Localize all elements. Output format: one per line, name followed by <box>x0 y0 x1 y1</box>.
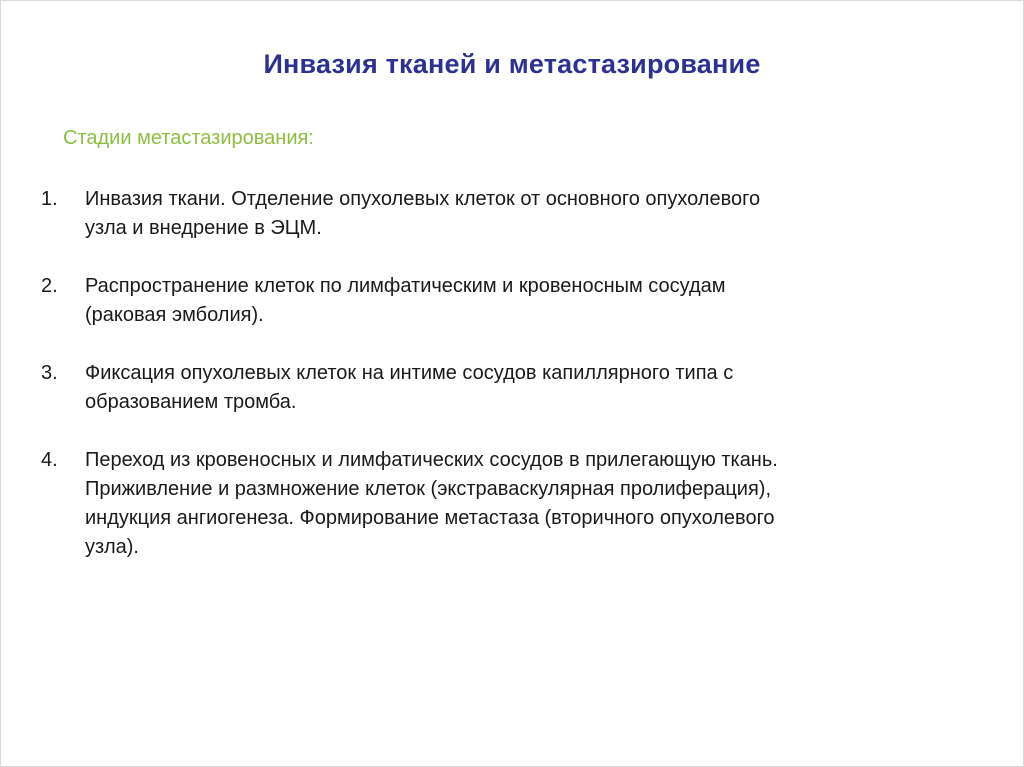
stage-text <box>85 359 981 417</box>
stage-number: 4. <box>41 449 58 471</box>
stages-list <box>41 185 981 591</box>
stage-text-line: Инвазия ткани. Отделение опухолевых клеток от основного опухолевого <box>85 188 761 210</box>
stage-text-line: Распространение клеток по лимфатическим и кровеносным сосудам <box>85 275 726 297</box>
stage-item-2 <box>41 272 981 330</box>
stage-text-line: индукция ангиогенеза. Формирование метастаза (вторичного опухолевого <box>85 507 775 529</box>
stage-text-line: узла). <box>85 536 139 558</box>
stage-text <box>85 185 981 243</box>
stage-number: 2. <box>41 275 58 297</box>
stage-text-line: Переход из кровеносных и лимфатических сосудов в прилегающую ткань. <box>85 449 778 471</box>
stage-item-4 <box>41 446 981 562</box>
stage-number: 1. <box>41 188 58 210</box>
stage-item-3 <box>41 359 981 417</box>
stage-item-1 <box>41 185 981 243</box>
stage-text <box>85 272 981 330</box>
stage-number: 3. <box>41 362 58 384</box>
stage-text-line: Приживление и размножение клеток (экстраваскулярная пролиферация), <box>85 478 772 500</box>
stage-text <box>85 446 981 562</box>
slide-subtitle: Стадии метастазирования: <box>63 127 314 149</box>
stage-text-line: Фиксация опухолевых клеток на интиме сосудов капиллярного типа с <box>85 362 734 384</box>
slide-title: Инвазия тканей и метастазирование <box>263 49 761 79</box>
stage-text-line: (раковая эмболия). <box>85 304 264 326</box>
stage-text-line: образованием тромба. <box>85 391 297 413</box>
stage-text-line: узла и внедрение в ЭЦМ. <box>85 217 322 239</box>
